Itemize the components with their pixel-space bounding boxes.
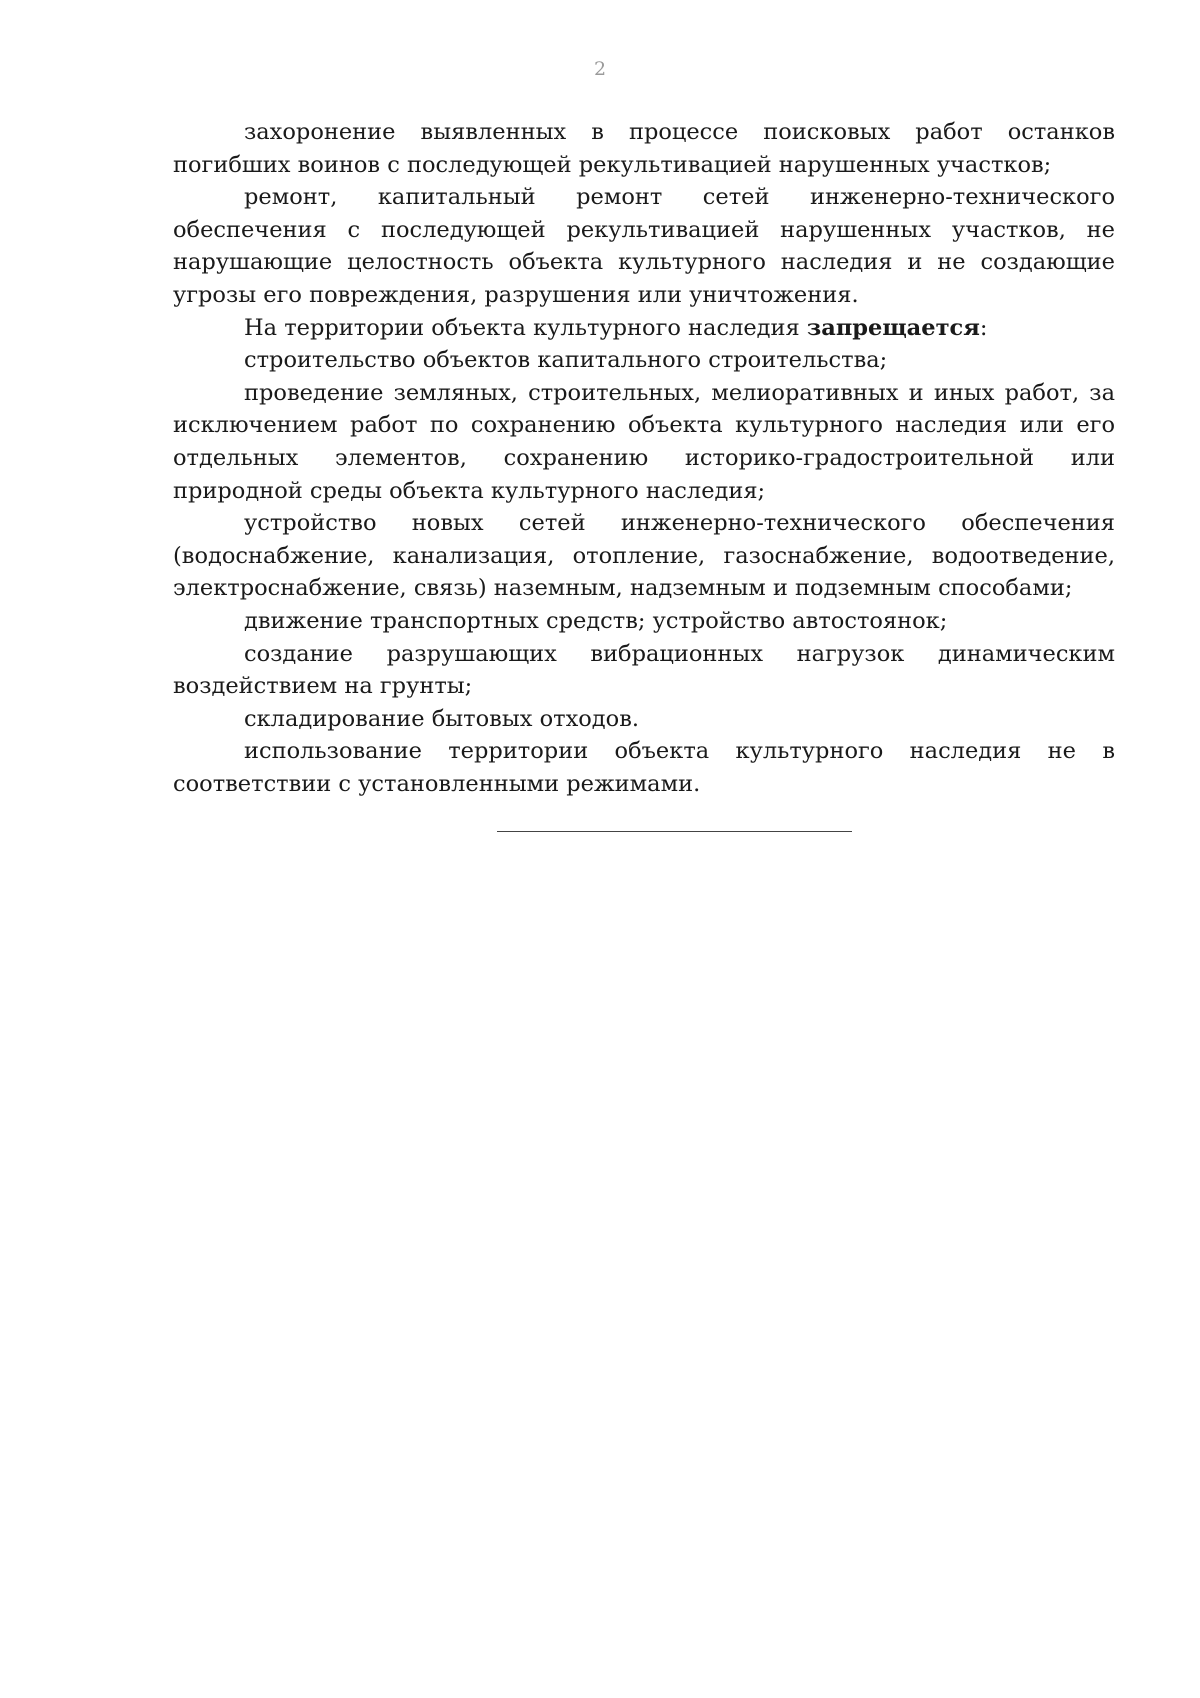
paragraph-land-use: использование территории объекта культурного наследия не в соответствии с установленными режимами. [173,738,1115,797]
prohibited-heading-text: На территории объекта культурного наследия [244,314,807,341]
paragraph-waste: складирование бытовых отходов. [244,705,640,732]
paragraph-new-networks: устройство новых сетей инженерно-технического обеспечения (водоснабжение, канализация, отопление, газоснабжение, водоотведение, электроснабжение, связь) наземным, надземным и подземным способами; [173,510,1115,602]
end-separator-line [497,831,852,832]
paragraph-vehicles: движение транспортных средств; устройство автостоянок; [244,607,948,634]
document-body [173,116,1115,800]
paragraph-vibration: создание разрушающих вибрационных нагрузок динамическим воздействием на грунты; [173,640,1115,700]
prohibited-heading-colon: : [979,314,988,341]
paragraph-construction: строительство объектов капитального строительства; [244,347,888,374]
paragraph-reburial: захоронение выявленных в процессе поисковых работ останков погибших воинов с последующей рекультивацией нарушенных участков; [173,119,1115,178]
paragraph-network-repair: ремонт, капитальный ремонт сетей инженерно-технического обеспечения с последующей рекультивацией нарушенных участков, не нарушающие целостность объекта культурного наследия и не создающие угрозы его повреждения, разрушения или уничтожения. [173,184,1115,308]
paragraph-earthworks: проведение земляных, строительных, мелиоративных и иных работ, за исключением работ по сохранению объекта культурного наследия или его отдельных элементов, сохранению историко-градостроительной или природной среды объекта культурного наследия; [173,379,1115,504]
paragraph-prohibited-heading [173,312,1115,345]
page-number: 2 [593,58,607,80]
prohibited-keyword: запрещается [806,314,980,341]
